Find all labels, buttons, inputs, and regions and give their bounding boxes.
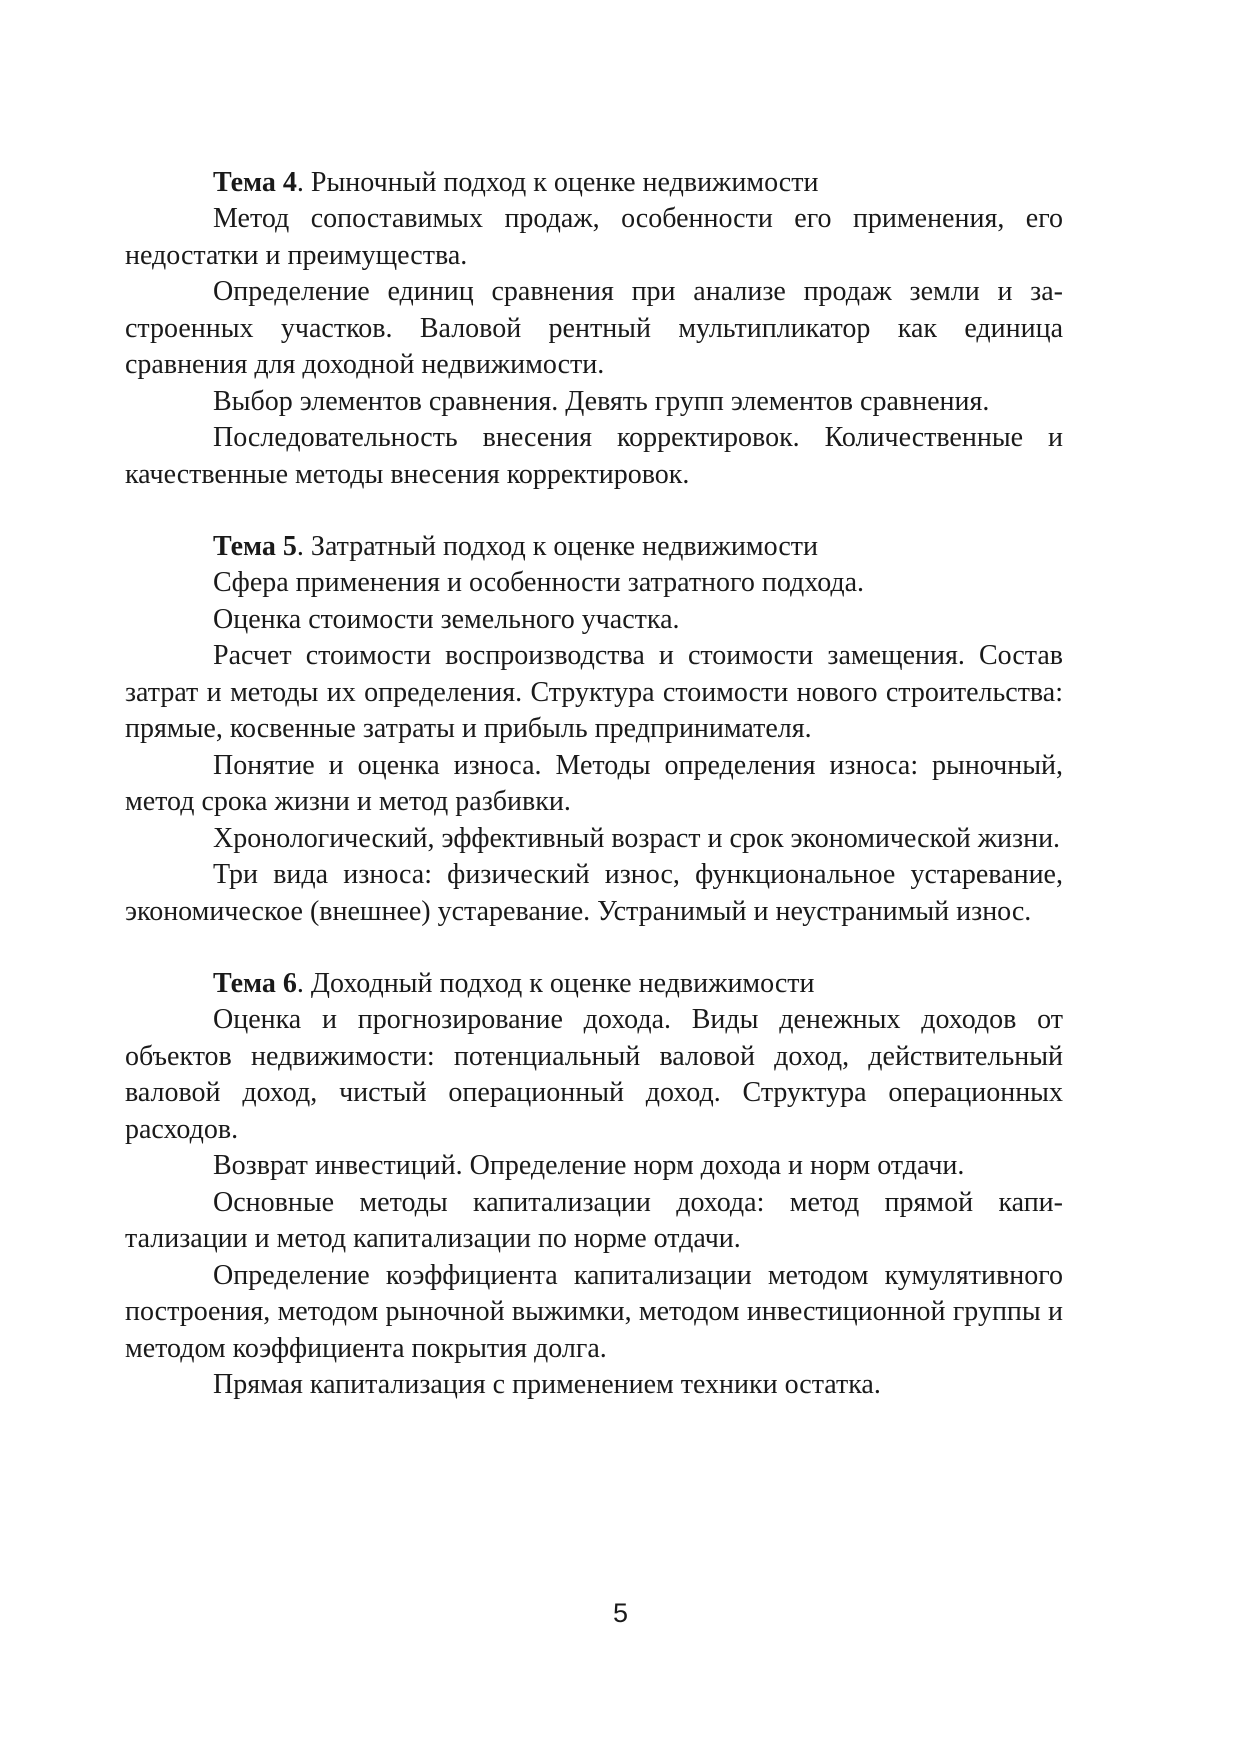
topic-title: . Доходный подход к оценке недвижимости bbox=[296, 968, 815, 999]
paragraph: Возврат инвестиций. Определение норм дохода и норм отдачи. bbox=[213, 1150, 965, 1181]
topic-6-section bbox=[125, 966, 1063, 1404]
paragraph: Оценка и прогнозирование дохода. Виды денежных доходов от объектов недвижимости: потенциальный валовой доход, действительный валовой доход, чистый операционный доход. Структура операционных расходов. bbox=[125, 1004, 1063, 1145]
paragraph: Метод сопоставимых продаж, особенности его применения, его недостатки и преимущества. bbox=[125, 203, 1063, 271]
topic-label: Тема 5 bbox=[213, 531, 297, 562]
paragraph: Выбор элементов сравнения. Девять групп элементов сравнения. bbox=[213, 385, 990, 417]
paragraph: Последовательность внесения корректировок. Количественные и качественные методы внесения корректировок. bbox=[125, 422, 1063, 490]
paragraph: Прямая капитализация с применением техники остатка. bbox=[213, 1369, 881, 1400]
paragraph: Три вида износа: физический износ, функциональное устаревание, экономическое (внешнее) устаревание. Устранимый и неустранимый износ. bbox=[125, 859, 1063, 927]
paragraph: Основные методы капитализации дохода: метод прямой капитализации и метод капитализации по норме отдачи. bbox=[125, 1186, 1063, 1254]
topic-heading bbox=[125, 966, 1063, 1002]
page-number: 5 bbox=[612, 1598, 629, 1628]
topic-label: Тема 4 bbox=[213, 167, 297, 198]
topic-title: . Затратный подход к оценке недвижимости bbox=[296, 531, 818, 562]
document-page bbox=[125, 165, 1063, 1440]
topic-heading bbox=[125, 529, 1063, 565]
topic-label: Тема 6 bbox=[213, 968, 297, 999]
paragraph: Понятие и оценка износа. Методы определения износа: рыночный, метод срока жизни и метод разбивки. bbox=[125, 749, 1063, 817]
paragraph: Оценка стоимости земельного участка. bbox=[213, 603, 680, 635]
topic-heading bbox=[125, 165, 1063, 201]
paragraph: Определение коэффициента капитализации методом кумулятивного построения, методом рыночной выжимки, методом инвестиционной группы и методом коэффициента покрытия долга. bbox=[125, 1259, 1063, 1364]
topic-5-section bbox=[125, 529, 1063, 930]
paragraph: Расчет стоимости воспроизводства и стоимости замещения. Состав затрат и методы их определения. Структура стоимости нового строительства: прямые, косвенные затраты и прибыль предпринимателя. bbox=[125, 640, 1063, 744]
paragraph: Хронологический, эффективный возраст и срок экономической жизни. bbox=[213, 822, 1061, 854]
paragraph: Определение единиц сравнения при анализе продаж земли и застроенных участков. Валовой рентный мультипликатор как единица сравнения для доходной недвижимости. bbox=[125, 276, 1063, 380]
topic-4-section bbox=[125, 165, 1063, 493]
topic-title: . Рыночный подход к оценке недвижимости bbox=[296, 167, 819, 198]
paragraph: Сфера применения и особенности затратного подхода. bbox=[213, 567, 865, 598]
